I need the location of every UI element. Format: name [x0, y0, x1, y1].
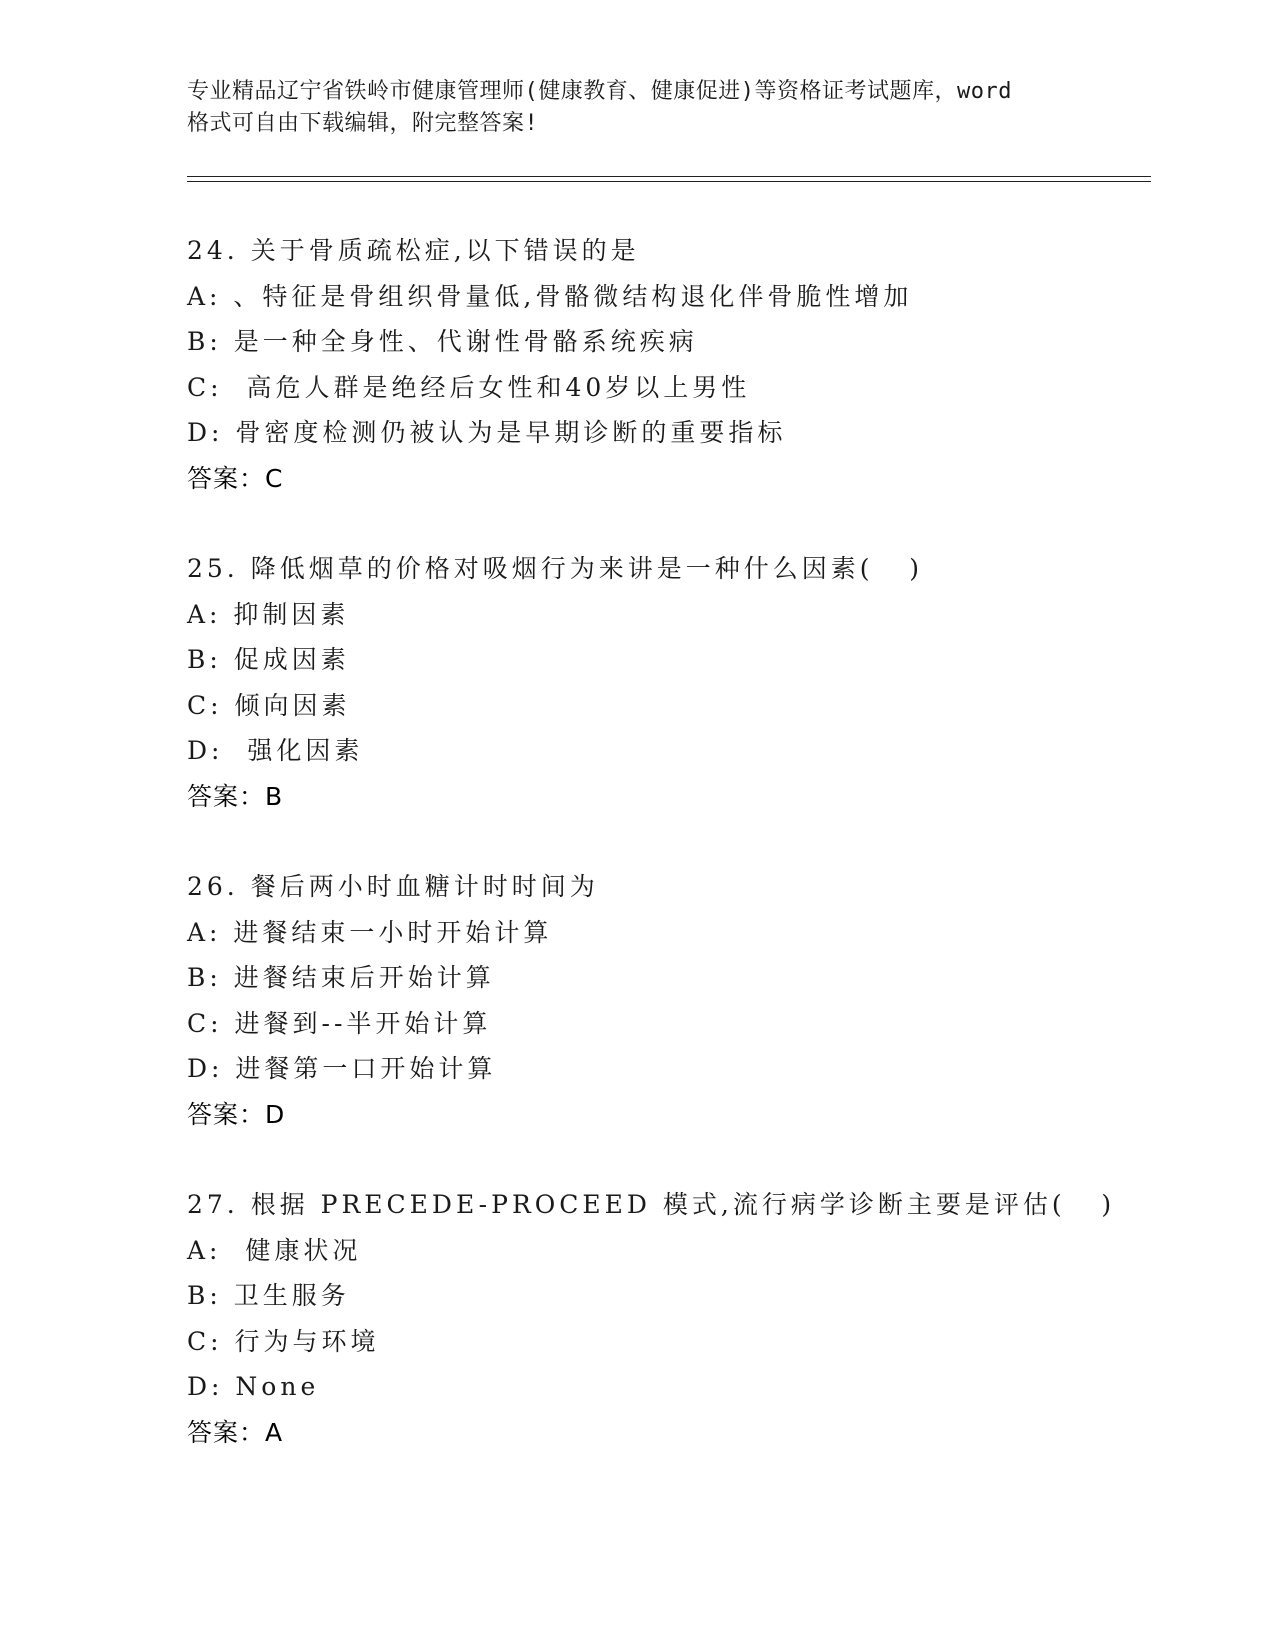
option-b: B: 是一种全身性、代谢性骨骼系统疾病: [187, 327, 698, 356]
document-header: [187, 76, 1107, 140]
option-c: C: 行为与环境: [187, 1326, 380, 1356]
question-24: [187, 228, 1147, 501]
header-divider-top: [187, 176, 1151, 177]
question-25: [187, 546, 1147, 819]
option-c: C: 倾向因素: [187, 690, 351, 720]
option-c: C: 进餐到--半开始计算: [187, 1008, 492, 1038]
option-c: C: 高危人群是绝经后女性和40岁以上男性: [187, 372, 751, 402]
option-d: D: None: [187, 1372, 320, 1401]
header-divider-bottom: [187, 181, 1151, 182]
question-stem: 24. 关于骨质疏松症,以下错误的是: [187, 236, 640, 265]
answer-label: 答案：D: [187, 1099, 286, 1129]
header-line-1: 专业精品辽宁省铁岭市健康管理师(健康教育、健康促进)等资格证考试题库，word: [187, 79, 1012, 104]
question-stem: 27. 根据 PRECEDE-PROCEED 模式,流行病学诊断主要是评估( ): [187, 1190, 1116, 1219]
question-26: [187, 864, 1147, 1137]
option-d: D: 骨密度检测仍被认为是早期诊断的重要指标: [187, 418, 787, 447]
option-a: A: 、特征是骨组织骨量低,骨骼微结构退化伴骨脆性增加: [187, 281, 913, 311]
option-a: A: 健康状况: [187, 1235, 362, 1265]
option-a: A: 进餐结束一小时开始计算: [187, 917, 553, 947]
answer-label: 答案：B: [187, 781, 284, 811]
question-stem: 26. 餐后两小时血糖计时时间为: [187, 872, 599, 901]
option-a: A: 抑制因素: [187, 599, 350, 629]
option-d: D: 进餐第一口开始计算: [187, 1054, 497, 1083]
option-b: B: 卫生服务: [187, 1281, 350, 1310]
question-27: [187, 1182, 1147, 1455]
header-line-2: 格式可自由下载编辑，附完整答案!: [187, 111, 539, 136]
option-b: B: 促成因素: [187, 645, 350, 674]
question-stem: 25. 降低烟草的价格对吸烟行为来讲是一种什么因素( ): [187, 554, 924, 583]
option-d: D: 强化因素: [187, 736, 364, 765]
answer-label: 答案：C: [187, 463, 284, 493]
answer-label: 答案：A: [187, 1417, 284, 1447]
option-b: B: 进餐结束后开始计算: [187, 963, 495, 992]
